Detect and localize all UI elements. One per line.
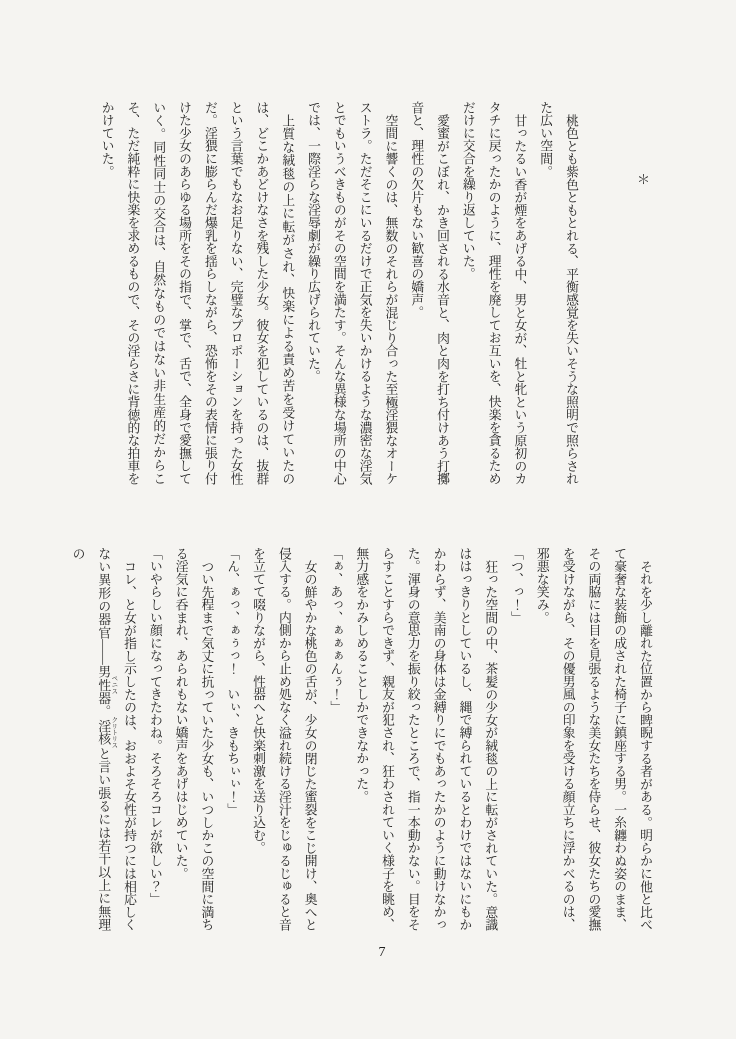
text-band-bottom: [67, 547, 657, 931]
paragraph: それを少し離れた位置から睥睨する者がある。明らかに他と比べて豪奢な装飾の成された椅子に鎮座する男。一糸纏わぬ姿のまま、その両脇には目を見張るような美女たちを侍らせ、彼女たちの愛撫を受けながら、その優男風の印象を受ける顔立ちに浮かべるのは、邪悪な笑み。: [534, 547, 652, 931]
paragraph: 「ん、ぁっ、ぁぅっ！ いぃ、きもちぃぃ！」: [225, 547, 240, 816]
paragraph: 狂った空間の中、茶髪の少女が絨毯の上に転がされていた。意識ははっきりとしているし、縄で縛られているとわけではないにもかかわらず、美南の身体は金縛りにでもあったかのように動けなかった。渾身の意思力を振り絞ったところで、指一本動かない。目をそらすことすらできず、親友が犯され、狂わされていく様子を眺め、無力感をかみしめることしかできなかった。: [354, 547, 498, 931]
paragraph: 上質な絨毯の上に転がされ、快楽による責め苦を受けていたのは、どこかあどけなさを残した少女。彼女を犯しているのは、抜群という言葉でもなお足りない、完璧なプロポーションを持った女性だ。淫猥に膨らんだ爆乳を揺らしながら、恐怖をその表情に張り付けた少女のあらゆる場所をその指で、掌で、舌で、全身で愛撫していく。同性同士の交合は、自然なものではない非生産的だからこそ、ただ純粋に快楽を求めるもので、その淫らさに背徳的な拍車をかけていた。: [99, 101, 295, 485]
paragraph: 「ぁ、あっ、ぁぁぁんぅ！」: [328, 547, 343, 714]
paragraph: 女の鮮やかな桃色の舌が、少女の閉じた蜜裂をこじ開け、奥へと侵入する。内側から止め処なく溢れ続ける淫汁をじゅるじゅると音を立てて啜りながら、性器へと快楽刺激を送り込む。: [251, 547, 317, 931]
ruby-annotation: 淫核 クリトリス: [96, 716, 118, 749]
section-divider: ＊: [637, 172, 651, 187]
ruby-annotation: 男性器 ペニス: [96, 664, 118, 705]
paragraph: 「いやらしい顔になってきたわね。そろそろコレが欲しい？」: [147, 547, 162, 906]
paragraph: コレ、と女が指し示したのは、おおよそ女性が持つには相応しくない異形の器官――男性器 ペニス。淫核 クリトリスと言い張るには若干以上に無理の: [70, 547, 137, 931]
paragraph: 愛蜜がこぼれ、かき回される水音と、肉と肉を打ち付けあう打擲音と、理性の欠片もない歓喜の嬌声。: [409, 101, 450, 485]
paragraph: 「つ、っ！」: [509, 547, 524, 624]
paragraph: 桃色とも紫色ともとれる、平衡感覚を失いそうな照明で照らされた広い空間。: [538, 101, 578, 485]
paragraph: つい先程まで気丈に抗っていた少女も、いつしかこの空間に満ちる淫気に呑まれ、あられもない嬌声をあげはじめていた。: [173, 547, 214, 931]
text-band-top: [78, 101, 583, 485]
paragraph: 甘ったるい香が煙をあげる中、男と女が、牡と牝という原初のカタチに戻ったかのように、理性を廃してお互いを、快楽を貪るためだけに交合を繰り返していた。: [460, 101, 527, 485]
paragraph: 空間に響くのは、無数のそれらが混じり合った至極淫猥なオーケストラ。ただそこにいるだけで正気を失いかけるような濃密な淫気とでもいうべきものがその空間を満たす。そんな異様な場所の中心では、一際淫らな淫辱劇が繰り広げられていた。: [306, 101, 398, 485]
page-number: 7: [378, 945, 386, 960]
